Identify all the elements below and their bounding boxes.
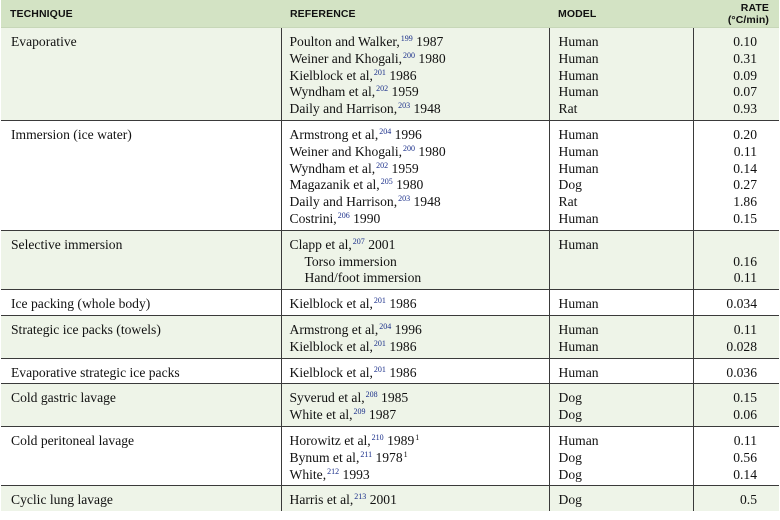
reference-author: Costrini,	[289, 210, 337, 226]
reference-author: Magazanik et al,	[289, 177, 380, 193]
reference-entry	[290, 211, 541, 228]
reference-entry	[290, 127, 541, 144]
citation-number: 202	[376, 84, 389, 94]
table-row	[1, 120, 779, 230]
model-value: Human	[558, 364, 599, 380]
technique-cell: Immersion (ice water)	[1, 120, 281, 230]
reference-author: Horowitz et al,	[289, 432, 371, 448]
model-value: Dog	[558, 492, 582, 508]
reference-entry	[290, 407, 541, 424]
citation-number: 200	[403, 143, 416, 153]
reference-author: White,	[289, 466, 327, 482]
rate-value: 0.15	[733, 210, 757, 226]
table-header	[1, 0, 779, 28]
reference-cell	[281, 230, 549, 289]
model-value: Rat	[558, 101, 578, 117]
model-value: Human	[558, 236, 599, 252]
reference-entry	[290, 194, 541, 211]
citation-number: 206	[337, 210, 350, 220]
technique-cell: Cold peritoneal lavage	[1, 426, 281, 485]
reference-year: 1985	[377, 390, 409, 406]
citation-number: 207	[352, 236, 365, 246]
citation-number: 201	[373, 364, 386, 374]
reference-author: Daily and Harrison,	[289, 101, 398, 117]
reference-year: 1980	[392, 177, 424, 193]
reference-entry	[290, 68, 541, 85]
citation-number: 203	[398, 101, 411, 111]
header-model: MODEL	[549, 0, 693, 28]
citation-number: 204	[379, 321, 392, 331]
reference-year: 1986	[385, 67, 417, 83]
model-value: Human	[558, 84, 599, 100]
technique-cell: Ice packing (whole body)	[1, 290, 281, 316]
technique-cell: Selective immersion	[1, 230, 281, 289]
reference-entry	[290, 339, 541, 356]
table-body	[1, 28, 779, 512]
reference-entry	[290, 390, 541, 407]
reference-cell	[281, 358, 549, 384]
reference-author: Weiner and Khogali,	[289, 143, 403, 159]
reference-author: Harris et al,	[289, 492, 354, 508]
reference-author: White et al,	[289, 407, 353, 423]
model-cell	[549, 486, 693, 511]
citation-number: 200	[403, 50, 416, 60]
citation-number: 202	[376, 160, 389, 170]
reference-author: Armstrong et al,	[289, 126, 379, 142]
rate-value: 0.27	[733, 177, 757, 193]
citation-number: 203	[398, 194, 411, 204]
rate-cell	[693, 315, 779, 358]
reference-year: 1993	[339, 466, 370, 482]
model-value: Human	[558, 296, 599, 312]
model-value: Human	[558, 67, 599, 83]
citation-number: 209	[353, 407, 366, 417]
model-value: Human	[558, 50, 599, 66]
reference-year: 1978	[372, 449, 403, 465]
reference-year: 1990	[349, 210, 381, 226]
citation-number: 210	[371, 432, 384, 442]
rate-value: 0.09	[733, 67, 757, 83]
rate-value: 0.11	[733, 270, 757, 286]
header-row	[1, 0, 779, 28]
rate-value: 0.16	[733, 253, 757, 269]
reference-cell	[281, 120, 549, 230]
table-row	[1, 384, 779, 427]
citation-number: 211	[360, 449, 373, 459]
citation-number: 208	[365, 390, 378, 400]
model-value: Human	[558, 160, 599, 176]
rate-cell	[693, 384, 779, 427]
reference-entry	[290, 84, 541, 101]
technique-cell: Strategic ice packs (towels)	[1, 315, 281, 358]
reference-year: 1986	[385, 338, 417, 354]
citation-number: 201	[373, 338, 386, 348]
reference-year: 1948	[410, 101, 441, 117]
table-row	[1, 290, 779, 316]
model-value: Human	[558, 126, 599, 142]
model-value: Dog	[558, 466, 582, 482]
rate-value: 0.14	[733, 160, 757, 176]
reference-year: 1986	[385, 296, 417, 312]
table-row	[1, 426, 779, 485]
model-value	[559, 270, 685, 287]
reference-author: Poulton and Walker,	[289, 34, 400, 49]
reference-entry	[290, 237, 541, 254]
reference-year: 2001	[364, 236, 396, 252]
citation-number: 201	[373, 67, 386, 77]
model-value: Human	[558, 432, 599, 448]
rate-value	[702, 237, 758, 254]
header-reference: REFERENCE	[281, 0, 549, 28]
model-value: Human	[558, 338, 599, 354]
model-cell	[549, 384, 693, 427]
model-cell	[549, 28, 693, 121]
citation-number: 199	[400, 34, 413, 43]
rate-value: 0.93	[733, 101, 757, 117]
reference-author: Clapp et al,	[289, 236, 352, 252]
reference-entry	[290, 101, 541, 118]
rate-value: 0.5	[740, 492, 757, 508]
rate-value: 0.06	[733, 407, 757, 423]
model-value: Rat	[558, 194, 578, 210]
model-value: Human	[558, 143, 599, 159]
footnote-marker: 1	[415, 432, 420, 442]
reference-entry	[290, 433, 541, 450]
rate-value: 0.11	[733, 143, 757, 159]
reference-entry	[290, 365, 541, 382]
model-value	[559, 254, 685, 271]
rate-cell	[693, 120, 779, 230]
reference-entry	[290, 322, 541, 339]
reference-cell	[281, 426, 549, 485]
reference-year: 1996	[391, 126, 422, 142]
rate-value: 0.11	[733, 432, 757, 448]
citation-number: 204	[379, 126, 392, 136]
reference-year: 2001	[366, 492, 397, 508]
model-value: Human	[558, 210, 599, 226]
rate-cell	[693, 358, 779, 384]
technique-cell: Evaporative strategic ice packs	[1, 358, 281, 384]
model-cell	[549, 290, 693, 316]
reference-entry	[290, 296, 541, 313]
reference-entry	[290, 51, 541, 68]
reference-cell	[281, 290, 549, 316]
rate-value: 0.10	[733, 34, 757, 49]
reference-year: 1989	[383, 432, 415, 448]
reference-author: Daily and Harrison,	[289, 194, 398, 210]
reference-entry	[290, 177, 541, 194]
table-row	[1, 230, 779, 289]
reference-entry	[290, 467, 541, 484]
rate-value: 0.14	[733, 466, 757, 482]
reference-author: Kielblock et al,	[289, 67, 373, 83]
technique-cell: Cold gastric lavage	[1, 384, 281, 427]
rate-value: 0.20	[733, 126, 757, 142]
reference-entry	[290, 34, 541, 51]
technique-cell: Cyclic lung lavage	[1, 486, 281, 511]
rate-value: 0.56	[733, 449, 757, 465]
reference-author: Syverud et al,	[289, 390, 365, 406]
reference-subentry: Hand/foot immersion	[304, 270, 422, 286]
reference-author: Bynum et al,	[289, 449, 360, 465]
reference-entry	[290, 492, 541, 509]
reference-author: Kielblock et al,	[289, 364, 373, 380]
reference-author: Weiner and Khogali,	[289, 50, 403, 66]
reference-author: Kielblock et al,	[289, 338, 373, 354]
footnote-marker: 1	[403, 449, 408, 459]
reference-cell	[281, 315, 549, 358]
table-row	[1, 486, 779, 511]
model-value: Human	[558, 34, 599, 49]
reference-year: 1996	[391, 321, 422, 337]
reference-cell	[281, 384, 549, 427]
rate-value: 1.86	[733, 194, 757, 210]
reference-author: Armstrong et al,	[289, 321, 379, 337]
citation-number: 212	[327, 466, 340, 476]
rate-value: 0.034	[726, 296, 757, 312]
reference-year: 1987	[412, 34, 444, 49]
cooling-rates-table	[1, 0, 779, 511]
model-cell	[549, 426, 693, 485]
model-value: Dog	[558, 407, 582, 423]
rate-value: 0.11	[733, 321, 757, 337]
rate-value: 0.028	[726, 338, 757, 354]
rate-cell	[693, 426, 779, 485]
model-cell	[549, 315, 693, 358]
reference-entry	[290, 161, 541, 178]
reference-author: Kielblock et al,	[289, 296, 373, 312]
rate-cell	[693, 28, 779, 121]
model-value: Dog	[558, 449, 582, 465]
model-value: Dog	[558, 177, 582, 193]
rate-cell	[693, 230, 779, 289]
reference-entry	[290, 144, 541, 161]
table-row	[1, 28, 779, 121]
citation-number: 213	[354, 492, 367, 502]
reference-year: 1987	[365, 407, 397, 423]
header-technique: TECHNIQUE	[1, 0, 281, 28]
model-value: Dog	[558, 390, 582, 406]
reference-year: 1948	[410, 194, 441, 210]
rate-cell	[693, 290, 779, 316]
model-cell	[549, 120, 693, 230]
citation-number: 201	[373, 296, 386, 306]
reference-year: 1986	[385, 364, 417, 380]
reference-year: 1959	[388, 160, 419, 176]
reference-cell	[281, 486, 549, 511]
rate-value: 0.31	[733, 50, 757, 66]
model-cell	[549, 358, 693, 384]
reference-year: 1980	[415, 143, 446, 159]
reference-author: Wyndham et al,	[289, 160, 376, 176]
rate-cell	[693, 486, 779, 511]
rate-value: 0.15	[733, 390, 757, 406]
table-row	[1, 315, 779, 358]
rate-value: 0.07	[733, 84, 757, 100]
model-cell	[549, 230, 693, 289]
reference-year: 1980	[415, 50, 446, 66]
rate-value: 0.036	[726, 364, 757, 380]
reference-cell	[281, 28, 549, 121]
header-rate: RATE (°C/min)	[693, 0, 779, 28]
citation-number: 205	[380, 177, 393, 187]
reference-year: 1959	[388, 84, 419, 100]
reference-subentry: Torso immersion	[304, 253, 397, 269]
reference-author: Wyndham et al,	[289, 84, 376, 100]
table-row	[1, 358, 779, 384]
technique-cell: Evaporative	[1, 28, 281, 121]
model-value: Human	[558, 321, 599, 337]
reference-entry	[290, 450, 541, 467]
